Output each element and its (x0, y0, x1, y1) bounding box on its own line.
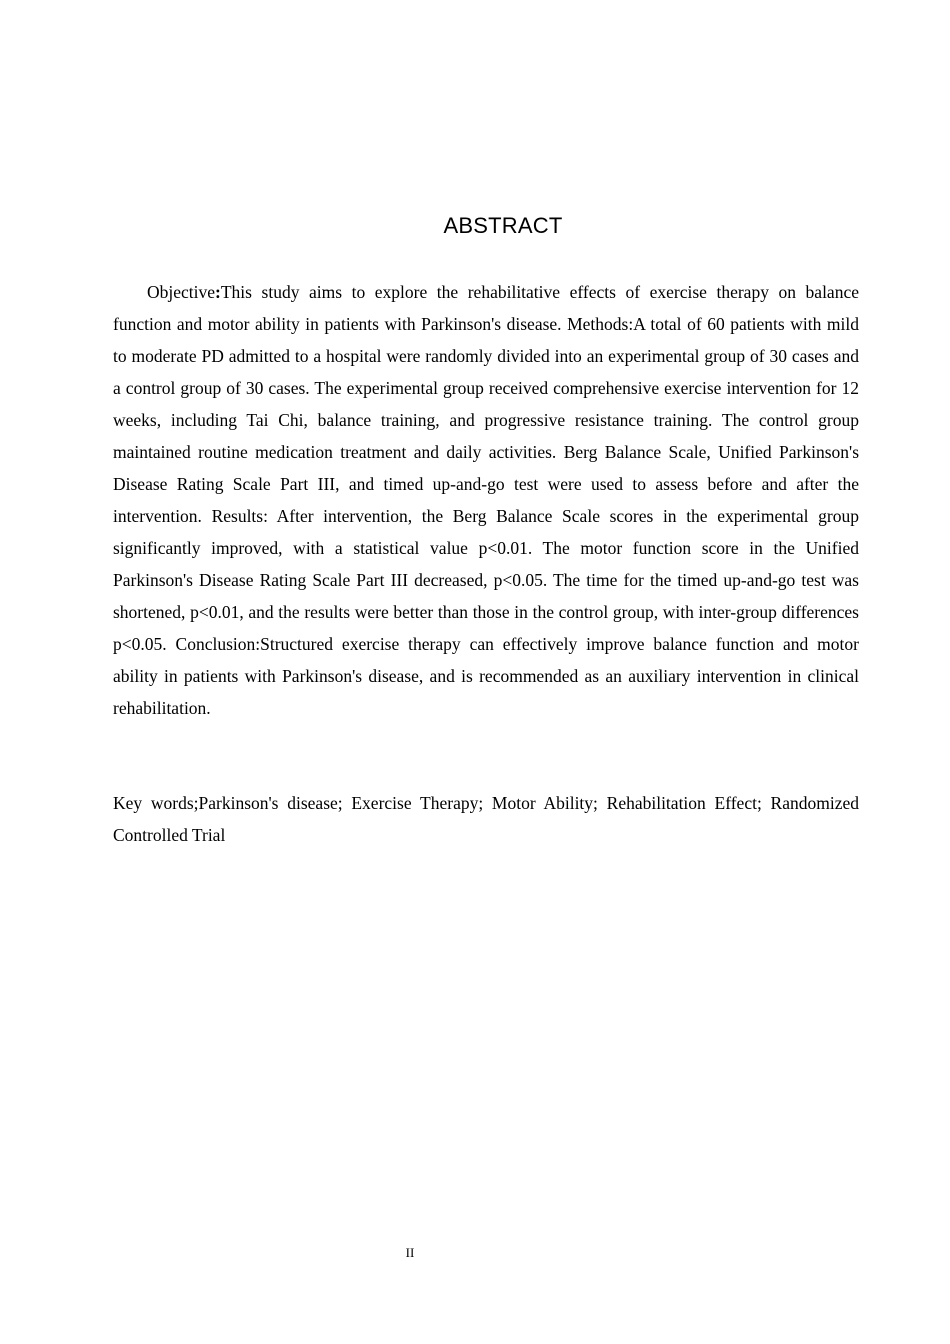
abstract-body: This study aims to explore the rehabilitative effects of exercise therapy on balance function and motor ability in patients with Parkinson's disease. Methods:A total of 60 patients with mild to moderate PD admitted to a hospital were randomly divided into an experimental group of 30 cases and a control group of 30 cases. The experimental group received comprehensive exercise intervention for 12 weeks, including Tai Chi, balance training, and progressive resistance training. The control group maintained routine medication treatment and daily activities. Berg Balance Scale, Unified Parkinson's Disease Rating Scale Part III, and timed up-and-go test were used to assess before and after the intervention. Results: After intervention, the Berg Balance Scale scores in the experimental group significantly improved, with a statistical value p<0.01. The motor function score in the Unified Parkinson's Disease Rating Scale Part III decreased, p<0.05. The time for the timed up-and-go test was shortened, p<0.01, and the results were better than those in the control group, with inter-group differences p<0.05. Conclusion:Structured exercise therapy can effectively improve balance function and motor ability in patients with Parkinson's disease, and is recommended as an auxiliary intervention in clinical rehabilitation. (113, 282, 859, 718)
abstract-paragraph (113, 276, 859, 724)
page-number: II (405, 1245, 415, 1260)
objective-colon: : (215, 282, 221, 302)
page-title: ABSTRACT (443, 213, 563, 238)
objective-label: Objective (147, 282, 216, 302)
keywords-paragraph: Key words;Parkinson's disease; Exercise Therapy; Motor Ability; Rehabilitation Effect; Randomized Controlled Trial (113, 793, 859, 845)
